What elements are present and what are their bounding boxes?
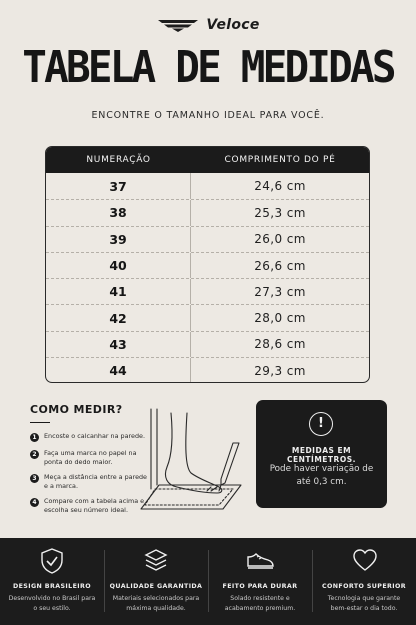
size-cell: 41 [46,279,191,304]
feature-desc: Desenvolvido no Brasil para o seu estilo. [8,595,96,612]
note-heading: MEDIDAS EM CENTÍMETROS. [287,446,356,464]
page-subtitle: ENCONTRE O TAMANHO IDEAL PARA VOCÊ. [91,110,325,121]
size-table [45,146,370,383]
step-text: Compare com a tabela acima e escolha seu número ideal. [44,497,145,514]
step-number: 1 [30,433,39,442]
shield-check-icon [40,548,64,574]
step-item [30,432,150,442]
feature-desc: Solado resistente e acabamento premium. [224,595,296,612]
size-cell: 43 [46,332,191,357]
length-cell: 28,0 cm [254,311,306,326]
table-row [46,226,369,252]
step-item [30,449,150,466]
step-text: Faça uma marca no papel na ponta do dedo maior. [44,449,137,466]
feature-title: DESIGN BRASILEIRO [12,583,92,590]
step-number: 4 [30,498,39,507]
page-title: TABELA DE MEDIDAS [22,42,394,93]
how-to-title: COMO MEDIR? [30,403,123,416]
table-header [46,147,369,173]
step-number: 3 [30,474,39,483]
feature-title: CONFORTO SUPERIOR [321,583,407,590]
feature-desc: Tecnologia que garante bem-estar o dia todo. [327,595,401,612]
feature-title: QUALIDADE GARANTIDA [109,583,203,590]
table-row [46,278,369,304]
feature-desc: Materiais selecionados para máxima qualidade. [112,595,200,612]
size-cell: 38 [46,200,191,225]
length-cell: 25,3 cm [254,205,306,220]
table-row [46,252,369,278]
feature-design [0,538,104,625]
size-cell: 37 [46,173,191,199]
size-cell: 42 [46,305,191,330]
length-cell: 26,0 cm [254,232,306,247]
feature-quality [104,538,208,625]
length-cell: 29,3 cm [254,363,306,378]
step-text: Meça a distância entre a parede e a marca. [44,473,147,490]
step-text: Encoste o calcanhar na parede. [44,432,145,440]
feature-title: FEITO PARA DURAR [222,583,298,590]
wing-logo-icon [156,18,200,32]
sneaker-icon [246,548,274,572]
note-body: Pode haver variação de até 0,3 cm. [269,464,374,487]
how-to-steps [30,432,150,522]
header-comprimento: COMPRIMENTO DO PÉ [224,155,336,165]
length-cell: 26,6 cm [254,258,306,273]
foot-measuring-icon [137,405,249,517]
size-cell: 39 [46,227,191,252]
length-cell: 27,3 cm [254,284,306,299]
feature-comfort [312,538,416,625]
heart-icon [352,548,378,572]
size-cell: 40 [46,253,191,278]
table-body [46,173,369,383]
alert-icon: ! [309,412,333,436]
table-row [46,199,369,225]
brand-header [0,17,416,33]
step-number: 2 [30,450,39,459]
length-cell: 24,6 cm [254,179,306,194]
brand-name: Veloce [206,17,260,33]
step-item [30,497,150,514]
table-row [46,331,369,357]
table-row [46,357,369,383]
step-item [30,473,150,490]
measurement-note [256,400,387,508]
layers-icon [144,548,168,574]
features-footer [0,538,416,625]
length-cell: 28,6 cm [254,337,306,352]
table-row [46,173,369,199]
header-numeracao: NUMERAÇÃO [86,155,151,165]
feature-durable [208,538,312,625]
size-cell: 44 [46,358,191,383]
table-row [46,304,369,330]
